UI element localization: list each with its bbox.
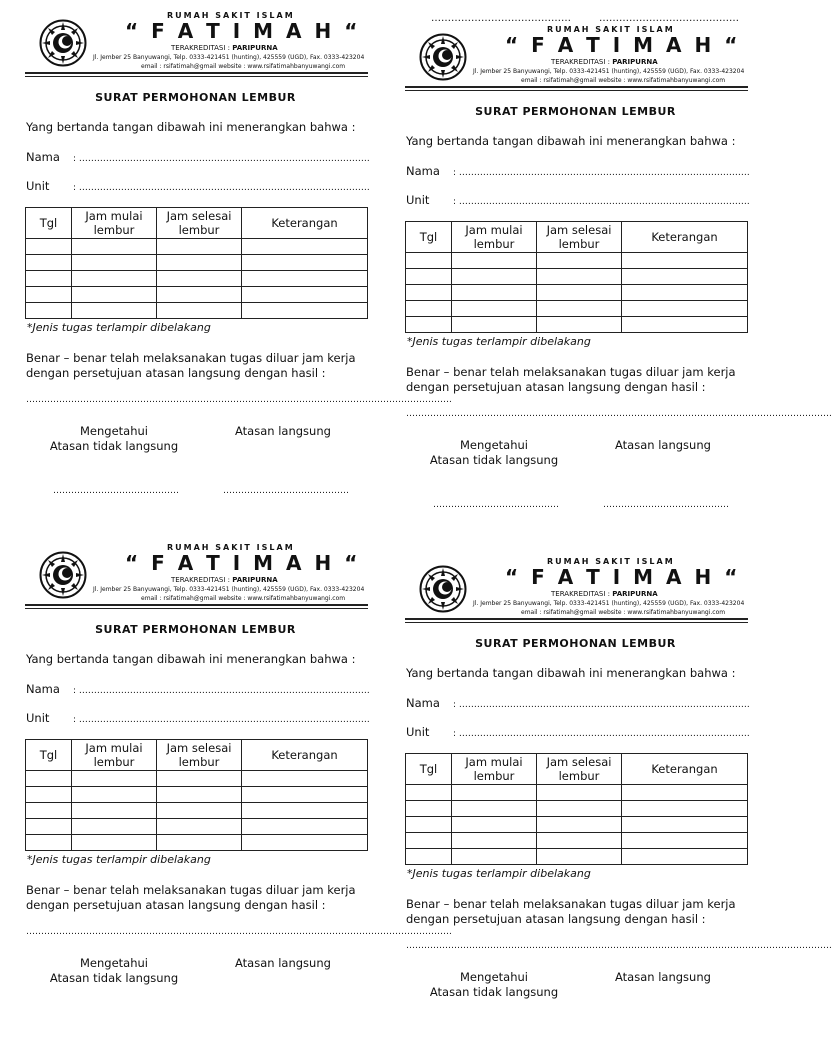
hospital-logo-icon: [419, 33, 467, 81]
cell-tgl[interactable]: [406, 317, 452, 333]
cell-tgl[interactable]: [26, 835, 72, 851]
accreditation-label: TERAKREDITASI :: [171, 576, 231, 584]
cell-keterangan[interactable]: [242, 287, 368, 303]
statement: [26, 351, 356, 381]
attachment-note: *Jenis tugas terlampir dibelakang: [27, 853, 211, 866]
attachment-note: *Jenis tugas terlampir dibelakang: [407, 867, 591, 880]
unit-label: Unit: [406, 725, 430, 739]
cell-jam-mulai[interactable]: [452, 801, 537, 817]
cell-keterangan[interactable]: [242, 271, 368, 287]
statement-line-1: Benar – benar telah melaksanakan tugas diluar jam kerja: [406, 897, 736, 911]
signature-direct-supervisor: Atasan langsung: [235, 956, 331, 970]
hospital-name: “ F A T I M A H “: [125, 551, 361, 575]
cell-tgl[interactable]: [406, 253, 452, 269]
attachment-note: *Jenis tugas terlampir dibelakang: [407, 335, 591, 348]
cell-jam-selesai[interactable]: [537, 833, 622, 849]
nama-field[interactable]: [406, 164, 750, 178]
result-blank[interactable]: …………………………………………………………………………………………………………………………….: [406, 409, 832, 419]
signature-acknowledged: [429, 970, 559, 1000]
col-header-jam-selesai: Jam selesai lembur: [537, 222, 622, 253]
cell-jam-mulai[interactable]: [452, 817, 537, 833]
hospital-address: Jl. Jember 25 Banyuwangi, Telp. 0333-421451 (hunting), 425559 (UGD), Fax. 0333-423204: [473, 68, 745, 75]
cell-tgl[interactable]: [26, 803, 72, 819]
hospital-name: “ F A T I M A H “: [505, 33, 741, 57]
nama-blank[interactable]: : …………………………………………………………………………………….: [453, 168, 750, 178]
overtime-table: [405, 753, 748, 865]
cell-tgl[interactable]: [406, 785, 452, 801]
form-intro: Yang bertanda tangan dibawah ini menerangkan bahwa :: [406, 134, 736, 148]
col-header-jam-mulai: Jam mulai lembur: [452, 754, 537, 785]
accreditation-value: PARIPURNA: [612, 58, 658, 66]
table-row: [406, 801, 748, 817]
cell-jam-mulai[interactable]: [72, 803, 157, 819]
top-dots-left: ……………………………………: [431, 13, 571, 24]
nama-field[interactable]: [406, 696, 750, 710]
cell-keterangan[interactable]: [242, 239, 368, 255]
top-dots-right: ……………………………………: [599, 13, 739, 24]
cell-tgl[interactable]: [26, 287, 72, 303]
cell-jam-mulai[interactable]: [452, 269, 537, 285]
cell-jam-mulai[interactable]: [452, 317, 537, 333]
hospital-contact: email : rsifatimah@gmail website : www.rsifatimahbanyuwangi.com: [141, 63, 346, 70]
hospital-type: RUMAH SAKIT ISLAM: [547, 557, 675, 566]
statement-line-1: Benar – benar telah melaksanakan tugas diluar jam kerja: [406, 365, 736, 379]
sig-left-line-1: Mengetahui: [80, 956, 148, 970]
form-intro: Yang bertanda tangan dibawah ini menerangkan bahwa :: [26, 120, 356, 134]
cell-tgl[interactable]: [406, 269, 452, 285]
table-row: [406, 253, 748, 269]
overtime-table: [25, 207, 368, 319]
overtime-table: [405, 221, 748, 333]
statement-line-2: dengan persetujuan atasan langsung dengan hasil :: [406, 380, 706, 394]
signature-blank-right[interactable]: ……………………………………: [223, 486, 349, 496]
header-divider-thin: [25, 76, 368, 77]
header-divider: [405, 618, 748, 620]
cell-tgl[interactable]: [26, 271, 72, 287]
cell-jam-mulai[interactable]: [72, 255, 157, 271]
cell-keterangan[interactable]: [622, 801, 748, 817]
attachment-note: *Jenis tugas terlampir dibelakang: [27, 321, 211, 334]
hospital-type: RUMAH SAKIT ISLAM: [167, 543, 295, 552]
nama-blank[interactable]: : …………………………………………………………………………………….: [453, 700, 750, 710]
cell-jam-mulai[interactable]: [72, 271, 157, 287]
col-header-jam-mulai: Jam mulai lembur: [72, 208, 157, 239]
statement-line-2: dengan persetujuan atasan langsung dengan hasil :: [406, 912, 706, 926]
col-header-tgl: Tgl: [26, 740, 72, 771]
form-intro: Yang bertanda tangan dibawah ini menerangkan bahwa :: [26, 652, 356, 666]
cell-jam-mulai[interactable]: [72, 303, 157, 319]
sig-left-line-1: Mengetahui: [80, 424, 148, 438]
accreditation-value: PARIPURNA: [232, 44, 278, 52]
cell-jam-selesai[interactable]: [537, 317, 622, 333]
cell-jam-selesai[interactable]: [537, 801, 622, 817]
cell-jam-selesai[interactable]: [537, 269, 622, 285]
cell-jam-mulai[interactable]: [452, 285, 537, 301]
signature-acknowledged: [49, 424, 179, 454]
hospital-logo-icon: [419, 565, 467, 613]
letterhead: [23, 5, 368, 75]
nama-blank[interactable]: : …………………………………………………………………………………….: [73, 154, 370, 164]
cell-jam-selesai[interactable]: [157, 819, 242, 835]
sig-left-line-1: Mengetahui: [460, 970, 528, 984]
table-row: [406, 817, 748, 833]
col-header-keterangan: Keterangan: [622, 754, 748, 785]
cell-tgl[interactable]: [26, 303, 72, 319]
statement-line-1: Benar – benar telah melaksanakan tugas diluar jam kerja: [26, 351, 356, 365]
cell-tgl[interactable]: [406, 833, 452, 849]
hospital-address: Jl. Jember 25 Banyuwangi, Telp. 0333-421451 (hunting), 425559 (UGD), Fax. 0333-423204: [93, 586, 365, 593]
cell-jam-mulai[interactable]: [452, 253, 537, 269]
cell-jam-mulai[interactable]: [72, 239, 157, 255]
unit-blank[interactable]: : …………………………………………………………………………………….: [73, 715, 370, 725]
cell-tgl[interactable]: [406, 817, 452, 833]
cell-jam-mulai[interactable]: [452, 833, 537, 849]
table-row: [406, 269, 748, 285]
cell-keterangan[interactable]: [622, 301, 748, 317]
cell-tgl[interactable]: [406, 285, 452, 301]
table-row: [26, 303, 368, 319]
unit-label: Unit: [26, 179, 50, 193]
col-header-jam-selesai: Jam selesai lembur: [157, 208, 242, 239]
accreditation-value: PARIPURNA: [232, 576, 278, 584]
signature-blank-right[interactable]: ……………………………………: [603, 500, 729, 510]
table-row: [26, 819, 368, 835]
signature-acknowledged: [429, 438, 559, 468]
table-row: [26, 803, 368, 819]
statement-line-2: dengan persetujuan atasan langsung dengan hasil :: [26, 898, 326, 912]
cell-keterangan[interactable]: [242, 255, 368, 271]
hospital-contact: email : rsifatimah@gmail website : www.rsifatimahbanyuwangi.com: [521, 609, 726, 616]
hospital-address: Jl. Jember 25 Banyuwangi, Telp. 0333-421451 (hunting), 425559 (UGD), Fax. 0333-423204: [93, 54, 365, 61]
sig-left-line-2: Atasan tidak langsung: [49, 971, 179, 985]
cell-keterangan[interactable]: [622, 817, 748, 833]
header-divider: [25, 72, 368, 74]
nama-label: Nama: [406, 696, 440, 710]
form-intro: Yang bertanda tangan dibawah ini menerangkan bahwa :: [406, 666, 736, 680]
accreditation-label: TERAKREDITASI :: [551, 590, 611, 598]
cell-jam-selesai[interactable]: [537, 285, 622, 301]
cell-jam-mulai[interactable]: [72, 287, 157, 303]
cell-keterangan[interactable]: [622, 317, 748, 333]
header-divider-thin: [405, 622, 748, 623]
unit-field[interactable]: [406, 725, 750, 739]
unit-label: Unit: [406, 193, 430, 207]
table-row: [26, 771, 368, 787]
unit-field[interactable]: [26, 179, 370, 193]
statement: [406, 897, 736, 927]
statement: [406, 365, 736, 395]
cell-keterangan[interactable]: [242, 771, 368, 787]
signature-acknowledged: [49, 956, 179, 986]
signature-direct-supervisor: Atasan langsung: [235, 424, 331, 438]
col-header-jam-selesai: Jam selesai lembur: [157, 740, 242, 771]
hospital-logo-icon: [39, 19, 87, 67]
statement: [26, 883, 356, 913]
table-row: [26, 287, 368, 303]
cell-keterangan[interactable]: [242, 787, 368, 803]
overtime-form-bottom-left: [23, 537, 452, 1032]
overtime-form-top-right: [403, 13, 832, 514]
header-divider-thin: [25, 608, 368, 609]
accreditation-value: PARIPURNA: [612, 590, 658, 598]
hospital-contact: email : rsifatimah@gmail website : www.rsifatimahbanyuwangi.com: [521, 77, 726, 84]
cell-jam-selesai[interactable]: [157, 271, 242, 287]
accreditation: [171, 576, 278, 584]
cell-keterangan[interactable]: [242, 819, 368, 835]
cell-jam-selesai[interactable]: [157, 239, 242, 255]
cell-jam-selesai[interactable]: [537, 849, 622, 865]
cell-keterangan[interactable]: [622, 269, 748, 285]
cell-jam-selesai[interactable]: [537, 785, 622, 801]
table-row: [26, 239, 368, 255]
cell-jam-selesai[interactable]: [157, 803, 242, 819]
col-header-keterangan: Keterangan: [622, 222, 748, 253]
cell-tgl[interactable]: [26, 787, 72, 803]
cell-jam-mulai[interactable]: [452, 785, 537, 801]
unit-label: Unit: [26, 711, 50, 725]
nama-field[interactable]: [26, 682, 370, 696]
cell-jam-selesai[interactable]: [157, 771, 242, 787]
table-row: [406, 317, 748, 333]
signature-direct-supervisor: Atasan langsung: [615, 970, 711, 984]
statement-line-2: dengan persetujuan atasan langsung dengan hasil :: [26, 366, 326, 380]
nama-label: Nama: [26, 150, 60, 164]
header-divider-thin: [405, 90, 748, 91]
cell-jam-mulai[interactable]: [72, 819, 157, 835]
cell-jam-selesai[interactable]: [157, 303, 242, 319]
overtime-form-top-left: [23, 5, 452, 500]
nama-field[interactable]: [26, 150, 370, 164]
nama-label: Nama: [26, 682, 60, 696]
hospital-address: Jl. Jember 25 Banyuwangi, Telp. 0333-421451 (hunting), 425559 (UGD), Fax. 0333-423204: [473, 600, 745, 607]
accreditation-label: TERAKREDITASI :: [551, 58, 611, 66]
cell-jam-mulai[interactable]: [72, 771, 157, 787]
cell-keterangan[interactable]: [622, 285, 748, 301]
nama-label: Nama: [406, 164, 440, 178]
cell-jam-mulai[interactable]: [452, 301, 537, 317]
header-divider: [25, 604, 368, 606]
hospital-type: RUMAH SAKIT ISLAM: [167, 11, 295, 20]
cell-jam-selesai[interactable]: [157, 835, 242, 851]
table-row: [26, 255, 368, 271]
statement-line-1: Benar – benar telah melaksanakan tugas diluar jam kerja: [26, 883, 356, 897]
form-title: SURAT PERMOHONAN LEMBUR: [475, 105, 676, 118]
col-header-tgl: Tgl: [26, 208, 72, 239]
cell-jam-mulai[interactable]: [452, 849, 537, 865]
col-header-keterangan: Keterangan: [242, 740, 368, 771]
hospital-name: “ F A T I M A H “: [125, 19, 361, 43]
col-header-tgl: Tgl: [406, 754, 452, 785]
cell-tgl[interactable]: [26, 819, 72, 835]
unit-blank[interactable]: : …………………………………………………………………………………….: [453, 197, 750, 207]
table-row: [406, 833, 748, 849]
letterhead: [403, 19, 748, 89]
unit-blank[interactable]: : …………………………………………………………………………………….: [73, 183, 370, 193]
signature-blank-left[interactable]: ……………………………………: [433, 500, 559, 510]
accreditation: [171, 44, 278, 52]
cell-jam-selesai[interactable]: [157, 787, 242, 803]
cell-tgl[interactable]: [406, 801, 452, 817]
result-blank[interactable]: …………………………………………………………………………………………………………………………….: [406, 941, 832, 951]
cell-jam-selesai[interactable]: [537, 301, 622, 317]
cell-jam-mulai[interactable]: [72, 787, 157, 803]
col-header-jam-selesai: Jam selesai lembur: [537, 754, 622, 785]
cell-keterangan[interactable]: [242, 303, 368, 319]
cell-tgl[interactable]: [406, 301, 452, 317]
cell-keterangan[interactable]: [242, 835, 368, 851]
letterhead: [403, 551, 748, 621]
table-row: [26, 271, 368, 287]
cell-jam-selesai[interactable]: [157, 287, 242, 303]
table-row: [406, 849, 748, 865]
cell-tgl[interactable]: [26, 255, 72, 271]
form-title: SURAT PERMOHONAN LEMBUR: [95, 91, 296, 104]
cell-tgl[interactable]: [406, 849, 452, 865]
result-blank[interactable]: …………………………………………………………………………………………………………………………….: [26, 395, 452, 405]
hospital-contact: email : rsifatimah@gmail website : www.rsifatimahbanyuwangi.com: [141, 595, 346, 602]
nama-blank[interactable]: : …………………………………………………………………………………….: [73, 686, 370, 696]
cell-keterangan[interactable]: [622, 253, 748, 269]
signature-blank-left[interactable]: ……………………………………: [53, 486, 179, 496]
overtime-form-bottom-right: [403, 551, 832, 1046]
sig-left-line-2: Atasan tidak langsung: [49, 439, 179, 453]
accreditation-label: TERAKREDITASI :: [171, 44, 231, 52]
accreditation: [551, 590, 658, 598]
cell-jam-selesai[interactable]: [537, 817, 622, 833]
cell-keterangan[interactable]: [242, 803, 368, 819]
col-header-keterangan: Keterangan: [242, 208, 368, 239]
cell-keterangan[interactable]: [622, 785, 748, 801]
table-row: [406, 301, 748, 317]
table-row: [406, 285, 748, 301]
cell-keterangan[interactable]: [622, 833, 748, 849]
cell-keterangan[interactable]: [622, 849, 748, 865]
overtime-table: [25, 739, 368, 851]
unit-blank[interactable]: : …………………………………………………………………………………….: [453, 729, 750, 739]
hospital-type: RUMAH SAKIT ISLAM: [547, 25, 675, 34]
form-title: SURAT PERMOHONAN LEMBUR: [95, 623, 296, 636]
hospital-name: “ F A T I M A H “: [505, 565, 741, 589]
result-blank[interactable]: …………………………………………………………………………………………………………………………….: [26, 927, 452, 937]
table-row: [406, 785, 748, 801]
sig-left-line-2: Atasan tidak langsung: [429, 985, 559, 999]
col-header-jam-mulai: Jam mulai lembur: [452, 222, 537, 253]
table-row: [26, 787, 368, 803]
hospital-logo-icon: [39, 551, 87, 599]
signature-direct-supervisor: Atasan langsung: [615, 438, 711, 452]
accreditation: [551, 58, 658, 66]
sig-left-line-1: Mengetahui: [460, 438, 528, 452]
col-header-tgl: Tgl: [406, 222, 452, 253]
cell-jam-selesai[interactable]: [537, 253, 622, 269]
letterhead: [23, 537, 368, 607]
header-divider: [405, 86, 748, 88]
form-title: SURAT PERMOHONAN LEMBUR: [475, 637, 676, 650]
cell-jam-selesai[interactable]: [157, 255, 242, 271]
cell-tgl[interactable]: [26, 771, 72, 787]
cell-tgl[interactable]: [26, 239, 72, 255]
col-header-jam-mulai: Jam mulai lembur: [72, 740, 157, 771]
unit-field[interactable]: [26, 711, 370, 725]
unit-field[interactable]: [406, 193, 750, 207]
table-row: [26, 835, 368, 851]
sig-left-line-2: Atasan tidak langsung: [429, 453, 559, 467]
cell-jam-mulai[interactable]: [72, 835, 157, 851]
